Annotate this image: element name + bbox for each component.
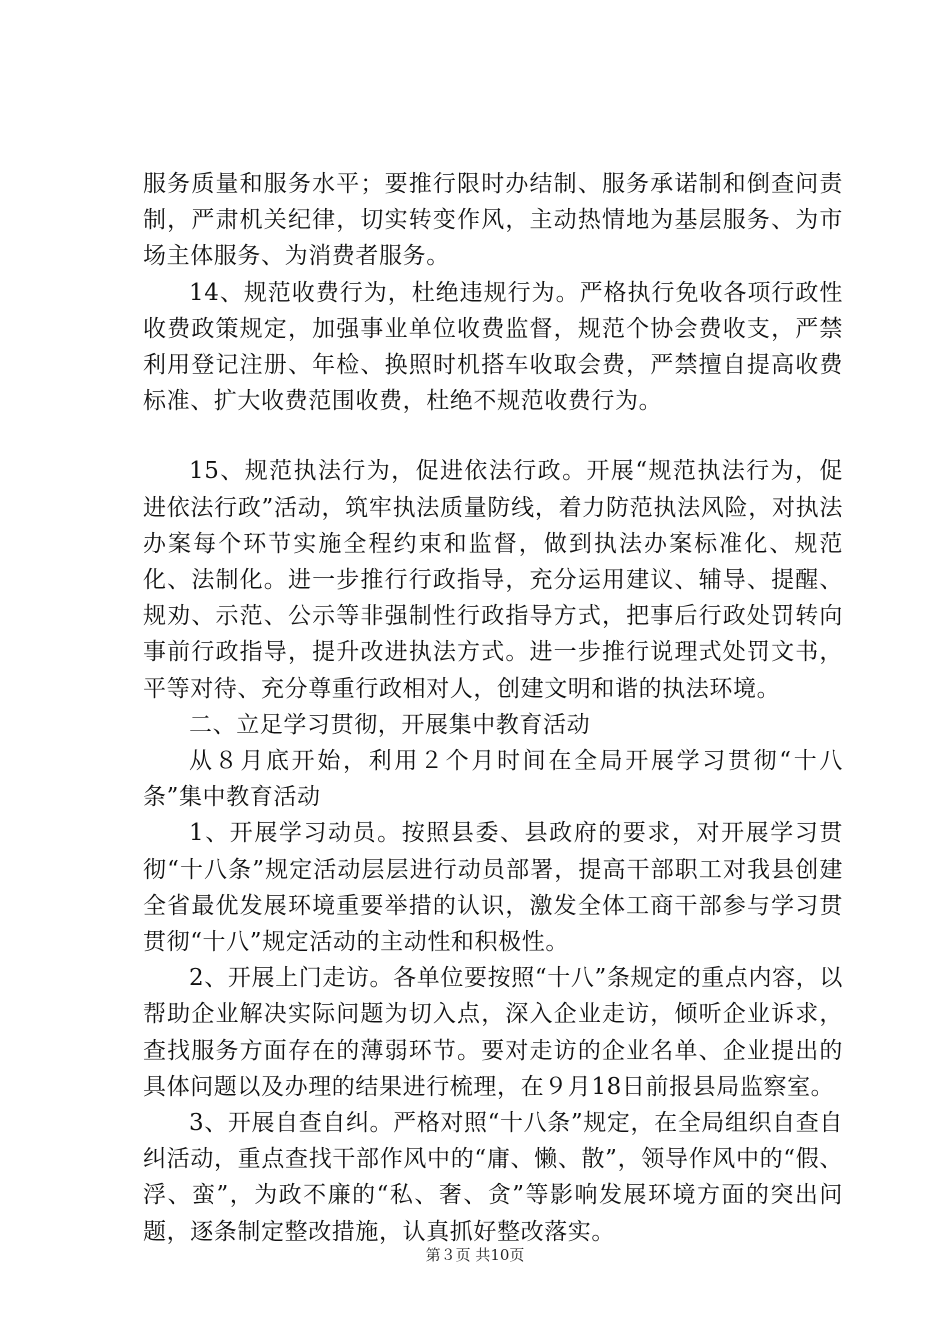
paragraph-item-1: 1、开展学习动员。按照县委、县政府的要求，对开展学习贯彻“十八条”规定活动层层进行动员部署，提高干部职工对我县创建全省最优发展环境重要举措的认识，激发全体工商干部参与学习贯贯彻“十八”规定活动的主动性和积极性。 [143, 820, 843, 956]
paragraph-item-15: 15、规范执法行为，促进依法行政。开展“规范执法行为，促进依法行政”活动，筑牢执法质量防线，着力防范执法风险，对执法办案每个环节实施全程约束和监督，做到执法办案标准化、规范化、法制化。进一步推行行政指导，充分运用建议、辅导、提醒、规劝、示范、公示等非强制性行政指导方式，把事后行政处罚转向事前行政指导，提升改进执法方式。进一步推行说理式处罚文书，平等对待、充分尊重行政相对人，创建文明和谐的执法环境。 [143, 458, 843, 702]
paragraph-spacer [143, 419, 843, 453]
page-number-footer: 第３页 共10页 [425, 1246, 525, 1264]
paragraph-item-2: 2、开展上门走访。各单位要按照“十八”条规定的重点内容，以帮助企业解决实际问题为切入点，深入企业走访，倾听企业诉求，查找服务方面存在的薄弱环节。要对走访的企业名单、企业提出的具体问题以及办理的结果进行梳理，在９月18日前报县局监察室。 [143, 965, 843, 1100]
paragraph-service-quality: 服务质量和服务水平；要推行限时办结制、服务承诺制和倒查问责制，严肃机关纪律，切实转变作风，主动热情地为基层服务、为市场主体服务、为消费者服务。 [143, 171, 843, 270]
paragraph-item-3: 3、开展自查自纠。严格对照“十八条”规定，在全局组织自查自纠活动，重点查找干部作风中的“庸、懒、散”，领导作风中的“假、浮、蛮”，为政不廉的“私、奢、贪”等影响发展环境方面的突出问题，逐条制定整改措施，认真抓好整改落实。 [143, 1110, 843, 1245]
section-heading-two: 二、立足学习贯彻，开展集中教育活动 [189, 711, 591, 738]
paragraph-schedule: 从８月底开始，利用２个月时间在全局开展学习贯彻“十八条”集中教育活动 [143, 748, 843, 811]
paragraph-item-14: 14、规范收费行为，杜绝违规行为。严格执行免收各项行政性收费政策规定，加强事业单位收费监督，规范个协会费收支，严禁利用登记注册、年检、换照时机搭车收取会费，严禁擅自提高收费标准、扩大收费范围收费，杜绝不规范收费行为。 [143, 279, 843, 415]
document-body [143, 166, 843, 1250]
